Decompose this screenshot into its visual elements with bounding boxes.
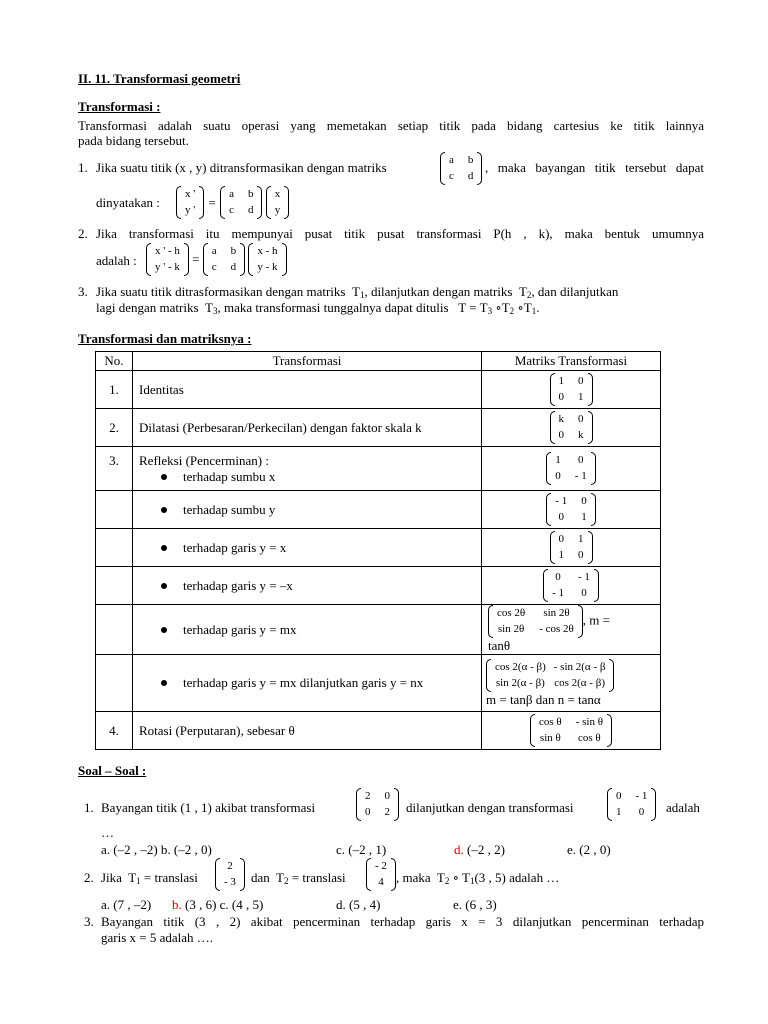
row-no: 1.: [96, 371, 133, 409]
intro-line-2: pada bidang tersebut.: [78, 133, 189, 148]
point-3-line-2: lagi dengan matriks $T_3$, maka transformasi tunggalnya dapat ditulis $T = T_3$ $\circ T_2$ $\circ T_1$.: [96, 300, 540, 316]
q2-line: Jika $T_1$ = translasi: [101, 870, 198, 886]
row-matrix: k 0 0 k: [482, 409, 661, 447]
q2-option-bc: b. (3 , 6) c. (4 , 5): [172, 897, 264, 912]
transformation-table: [95, 351, 661, 750]
table-row: [96, 567, 661, 605]
q1-option-ab: a. (–2 , –2) b. (–2 , 0): [101, 842, 212, 857]
row-no: [96, 605, 133, 655]
q1-continuation: …: [101, 825, 114, 840]
point-3-number: 3.: [78, 284, 88, 299]
table-row: [96, 491, 661, 529]
col-header-no: No.: [96, 352, 133, 371]
row-name: Refleksi (Pencerminan) : terhadap sumbu x: [133, 447, 482, 491]
row-name: terhadap garis y = mx dilanjutkan garis y = nx: [133, 655, 482, 712]
table-row: [96, 447, 661, 491]
point-1-text-b: , maka bayangan titik tersebut dapat: [485, 160, 704, 175]
bullet-icon: [161, 507, 167, 513]
q3-line-2: garis x = 5 adalah ….: [101, 930, 214, 945]
intro-line-1: Transformasi adalah suatu operasi yang memetakan setiap titik pada bidang cartesius ke titik lainnya: [78, 118, 704, 133]
bullet-icon: [161, 545, 167, 551]
row-no: [96, 491, 133, 529]
row-matrix: cos 2θ sin 2θ sin 2θ - cos 2θ , m = tanθ: [482, 605, 661, 655]
q1-text-b: dilanjutkan dengan transformasi: [406, 800, 574, 815]
row-no: [96, 567, 133, 605]
page-heading: II. 11. Transformasi geometri: [78, 71, 241, 86]
q1-matrix-2: 0 - 1 1 0: [607, 788, 656, 821]
row-matrix: - 1 0 0 1: [482, 491, 661, 529]
q1-text-a: Bayangan titik (1 , 1) akibat transformasi: [101, 800, 316, 815]
table-row: [96, 712, 661, 750]
q1-text-c: adalah: [666, 800, 700, 815]
table-row: [96, 655, 661, 712]
row-no: [96, 529, 133, 567]
q2-tail: , maka $T_2$ ∘ $T_1(3$ , 5) adalah …: [396, 870, 560, 886]
q3-line-1: Bayangan titik (3 , 2) akibat pencerminan terhadap garis x = 3 dilanjutkan pencerminan terhadap: [101, 914, 704, 929]
table-header-row: [96, 352, 661, 371]
row-matrix: 0 - 1 - 1 0: [482, 567, 661, 605]
table-row: [96, 529, 661, 567]
point-2-number: 2.: [78, 226, 88, 241]
intro-title: Transformasi :: [78, 99, 161, 114]
q2-option-d: d. (5 , 4): [336, 897, 381, 912]
soal-title: Soal – Soal :: [78, 763, 147, 778]
row-no: 4.: [96, 712, 133, 750]
point-2-equation: x ' - h y ' - k = a b c d x - h y - k: [146, 243, 287, 276]
q2-vector-2: - 2 4: [366, 858, 396, 891]
point-2-text: Jika transformasi itu mempunyai pusat titik pusat transformasi P(h , k), maka bentuk umumnya: [96, 226, 704, 241]
q3-number: 3.: [84, 914, 94, 929]
q1-option-d: d. (–2 , 2): [454, 842, 505, 857]
point-3-line-1: Jika suatu titik ditrasformasikan dengan matriks $T_1$, dilanjutkan dengan matriks $T_2$, dan dilanjutkan: [96, 284, 619, 300]
row-matrix: cos θ - sin θ sin θ cos θ: [482, 712, 661, 750]
bullet-icon: [161, 680, 167, 686]
q1-option-e: e. (2 , 0): [567, 842, 611, 857]
q1-number: 1.: [84, 800, 94, 815]
q2-number: 2.: [84, 870, 94, 885]
row-name: terhadap garis y = mx: [133, 605, 482, 655]
row-matrix: cos 2(α - β) - sin 2(α - β sin 2(α - β) cos 2(α - β) m = tanβ dan n = tanα: [482, 655, 661, 712]
row-no: [96, 655, 133, 712]
row-name: Identitas: [133, 371, 482, 409]
table-row: [96, 409, 661, 447]
q2-option-a: a. (7 , –2): [101, 897, 152, 912]
row-matrix: 1 0 0 - 1: [482, 447, 661, 491]
col-header-matriks: Matriks Transformasi: [482, 352, 661, 371]
q2-vector-1: 2 - 3: [215, 858, 245, 891]
point-1-line-2: dinyatakan :: [96, 195, 160, 210]
bullet-icon: [161, 474, 167, 480]
table-row: [96, 605, 661, 655]
point-1-number: 1.: [78, 160, 88, 175]
table-title: Transformasi dan matriksnya :: [78, 331, 252, 346]
row-matrix: 1 0 0 1: [482, 371, 661, 409]
point-1-matrix: a b c d: [440, 152, 482, 185]
q1-matrix-1: 2 0 0 2: [356, 788, 399, 821]
point-1-equation: x ' y ' = a b c d x y: [176, 186, 289, 219]
bullet-icon: [161, 627, 167, 633]
row-name: Dilatasi (Perbesaran/Perkecilan) dengan faktor skala k: [133, 409, 482, 447]
table-row: [96, 371, 661, 409]
row-no: 3.: [96, 447, 133, 491]
row-name: Rotasi (Perputaran), sebesar θ: [133, 712, 482, 750]
row-name: terhadap garis y = x: [133, 529, 482, 567]
col-header-transformasi: Transformasi: [133, 352, 482, 371]
q1-option-c: c. (–2 , 1): [336, 842, 387, 857]
row-name: terhadap garis y = –x: [133, 567, 482, 605]
q2-option-e: e. (6 , 3): [453, 897, 497, 912]
point-1-text-a: Jika suatu titik (x , y) ditransformasikan dengan matriks: [96, 160, 387, 175]
row-name: terhadap sumbu y: [133, 491, 482, 529]
q2-middle: dan $T_2$ = translasi: [251, 870, 346, 886]
bullet-icon: [161, 583, 167, 589]
point-2-line-2: adalah :: [96, 253, 137, 268]
row-matrix: 0 1 1 0: [482, 529, 661, 567]
row-no: 2.: [96, 409, 133, 447]
